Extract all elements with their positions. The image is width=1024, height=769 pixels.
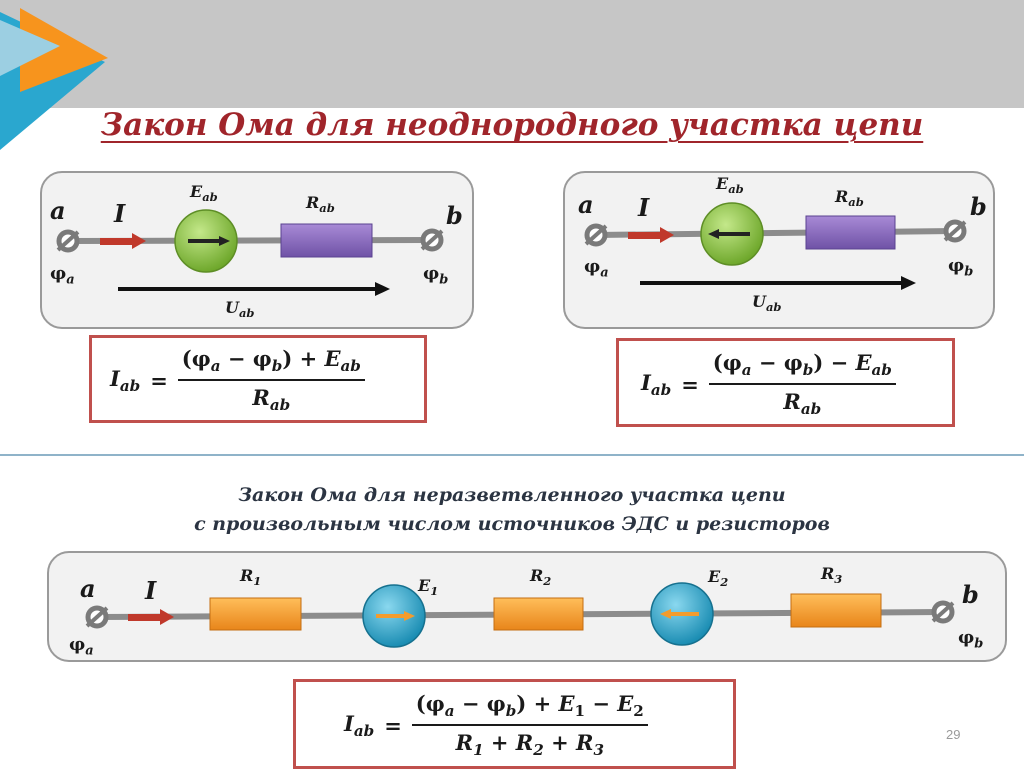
resistor xyxy=(806,216,895,249)
r2-label: $R_2$ xyxy=(530,566,552,589)
formula-numerator: $(\varphi_a - \varphi_b) - E_{ab}$ xyxy=(709,350,896,385)
terminal-a-icon xyxy=(87,608,107,626)
formula-lhs: $I_{ab}$ xyxy=(344,710,375,740)
formula-box-1 xyxy=(89,335,427,423)
subtitle-line-1: Закон Ома для неразветвленного участка цепи xyxy=(238,484,786,506)
voltage-arrow xyxy=(118,282,390,296)
page-number: 29 xyxy=(946,727,961,742)
formula-numerator: $(\varphi_a - \varphi_b) + E_1 - E_2$ xyxy=(412,691,648,726)
phi-a-label: $\varphi_a$ xyxy=(50,263,75,288)
emf-source-icon xyxy=(175,210,237,272)
formula-box-2 xyxy=(616,338,955,427)
formula-denominator: $R_{ab}$ xyxy=(252,385,291,415)
resistor-r2 xyxy=(494,598,583,630)
terminal-b-icon xyxy=(933,603,953,621)
emf-label: $E_{ab}$ xyxy=(190,182,218,205)
circuit-3 xyxy=(87,583,953,647)
current-arrow xyxy=(128,609,174,625)
emf-source-e2-icon xyxy=(651,583,713,645)
current-arrow xyxy=(628,227,674,243)
e1-label: $E_1$ xyxy=(418,576,439,599)
node-a-label: a xyxy=(578,190,594,219)
subtitle-line-2: с произвольным числом источников ЭДС и резисторов xyxy=(194,513,830,535)
resistor-label: $R_{ab}$ xyxy=(835,187,864,210)
resistor-r3 xyxy=(791,594,881,627)
phi-b-label: $\varphi_b$ xyxy=(948,255,974,280)
emf-source-icon xyxy=(701,203,763,265)
r3-label: $R_3$ xyxy=(821,564,843,587)
formula-2: $I_{ab}$ = $\frac{(\varphi_a - \varphi_b) - E_{ab}}{R_{ab}}$ xyxy=(641,350,896,418)
formula-lhs: $I_{ab}$ xyxy=(110,365,141,395)
current-label: I xyxy=(145,576,157,605)
node-b-label: b xyxy=(962,580,979,609)
current-label: I xyxy=(114,199,126,228)
formula-box-3 xyxy=(293,679,736,769)
resistor xyxy=(281,224,372,257)
phi-a-label: $\varphi_a$ xyxy=(584,256,609,281)
phi-b-label: $\varphi_b$ xyxy=(423,263,449,288)
terminal-a-icon xyxy=(586,226,606,244)
node-a-label: a xyxy=(50,196,66,225)
slide-title: Закон Ома для неоднородного участка цепи xyxy=(100,107,924,143)
resistor-r1 xyxy=(210,598,301,630)
terminal-b-icon xyxy=(945,222,965,240)
terminal-b-icon xyxy=(422,231,442,249)
emf-label: $E_{ab}$ xyxy=(716,174,744,197)
phi-a-label: $\varphi_a$ xyxy=(69,634,94,659)
formula-1: $I_{ab}$ = $\frac{(\varphi_a - \varphi_b) + E_{ab}}{R_{ab}}$ xyxy=(110,346,365,414)
formula-denominator: $R_{ab}$ xyxy=(783,389,822,419)
terminal-a-icon xyxy=(58,232,78,250)
voltage-arrow xyxy=(640,276,916,290)
e2-label: $E_2$ xyxy=(708,567,729,590)
current-arrow xyxy=(100,233,146,249)
node-a-label: a xyxy=(80,574,96,603)
r1-label: $R_1$ xyxy=(240,566,262,589)
resistor-label: $R_{ab}$ xyxy=(306,193,335,216)
formula-denominator: $R_1 + R_2 + R_3$ xyxy=(455,730,604,760)
voltage-label: $U_{ab}$ xyxy=(752,292,782,315)
current-label: I xyxy=(638,193,650,222)
formula-numerator: $(\varphi_a - \varphi_b) + E_{ab}$ xyxy=(178,346,365,381)
formula-3: $I_{ab}$ = $\frac{(\varphi_a - \varphi_b) + E_1 - E_2}{R_1 + R_2 + R_3}$ xyxy=(344,691,648,759)
emf-source-e1-icon xyxy=(363,585,425,647)
node-b-label: b xyxy=(446,201,463,230)
voltage-label: $U_{ab}$ xyxy=(225,298,255,321)
phi-b-label: $\varphi_b$ xyxy=(958,627,984,652)
node-b-label: b xyxy=(970,192,987,221)
formula-lhs: $I_{ab}$ xyxy=(641,369,672,399)
